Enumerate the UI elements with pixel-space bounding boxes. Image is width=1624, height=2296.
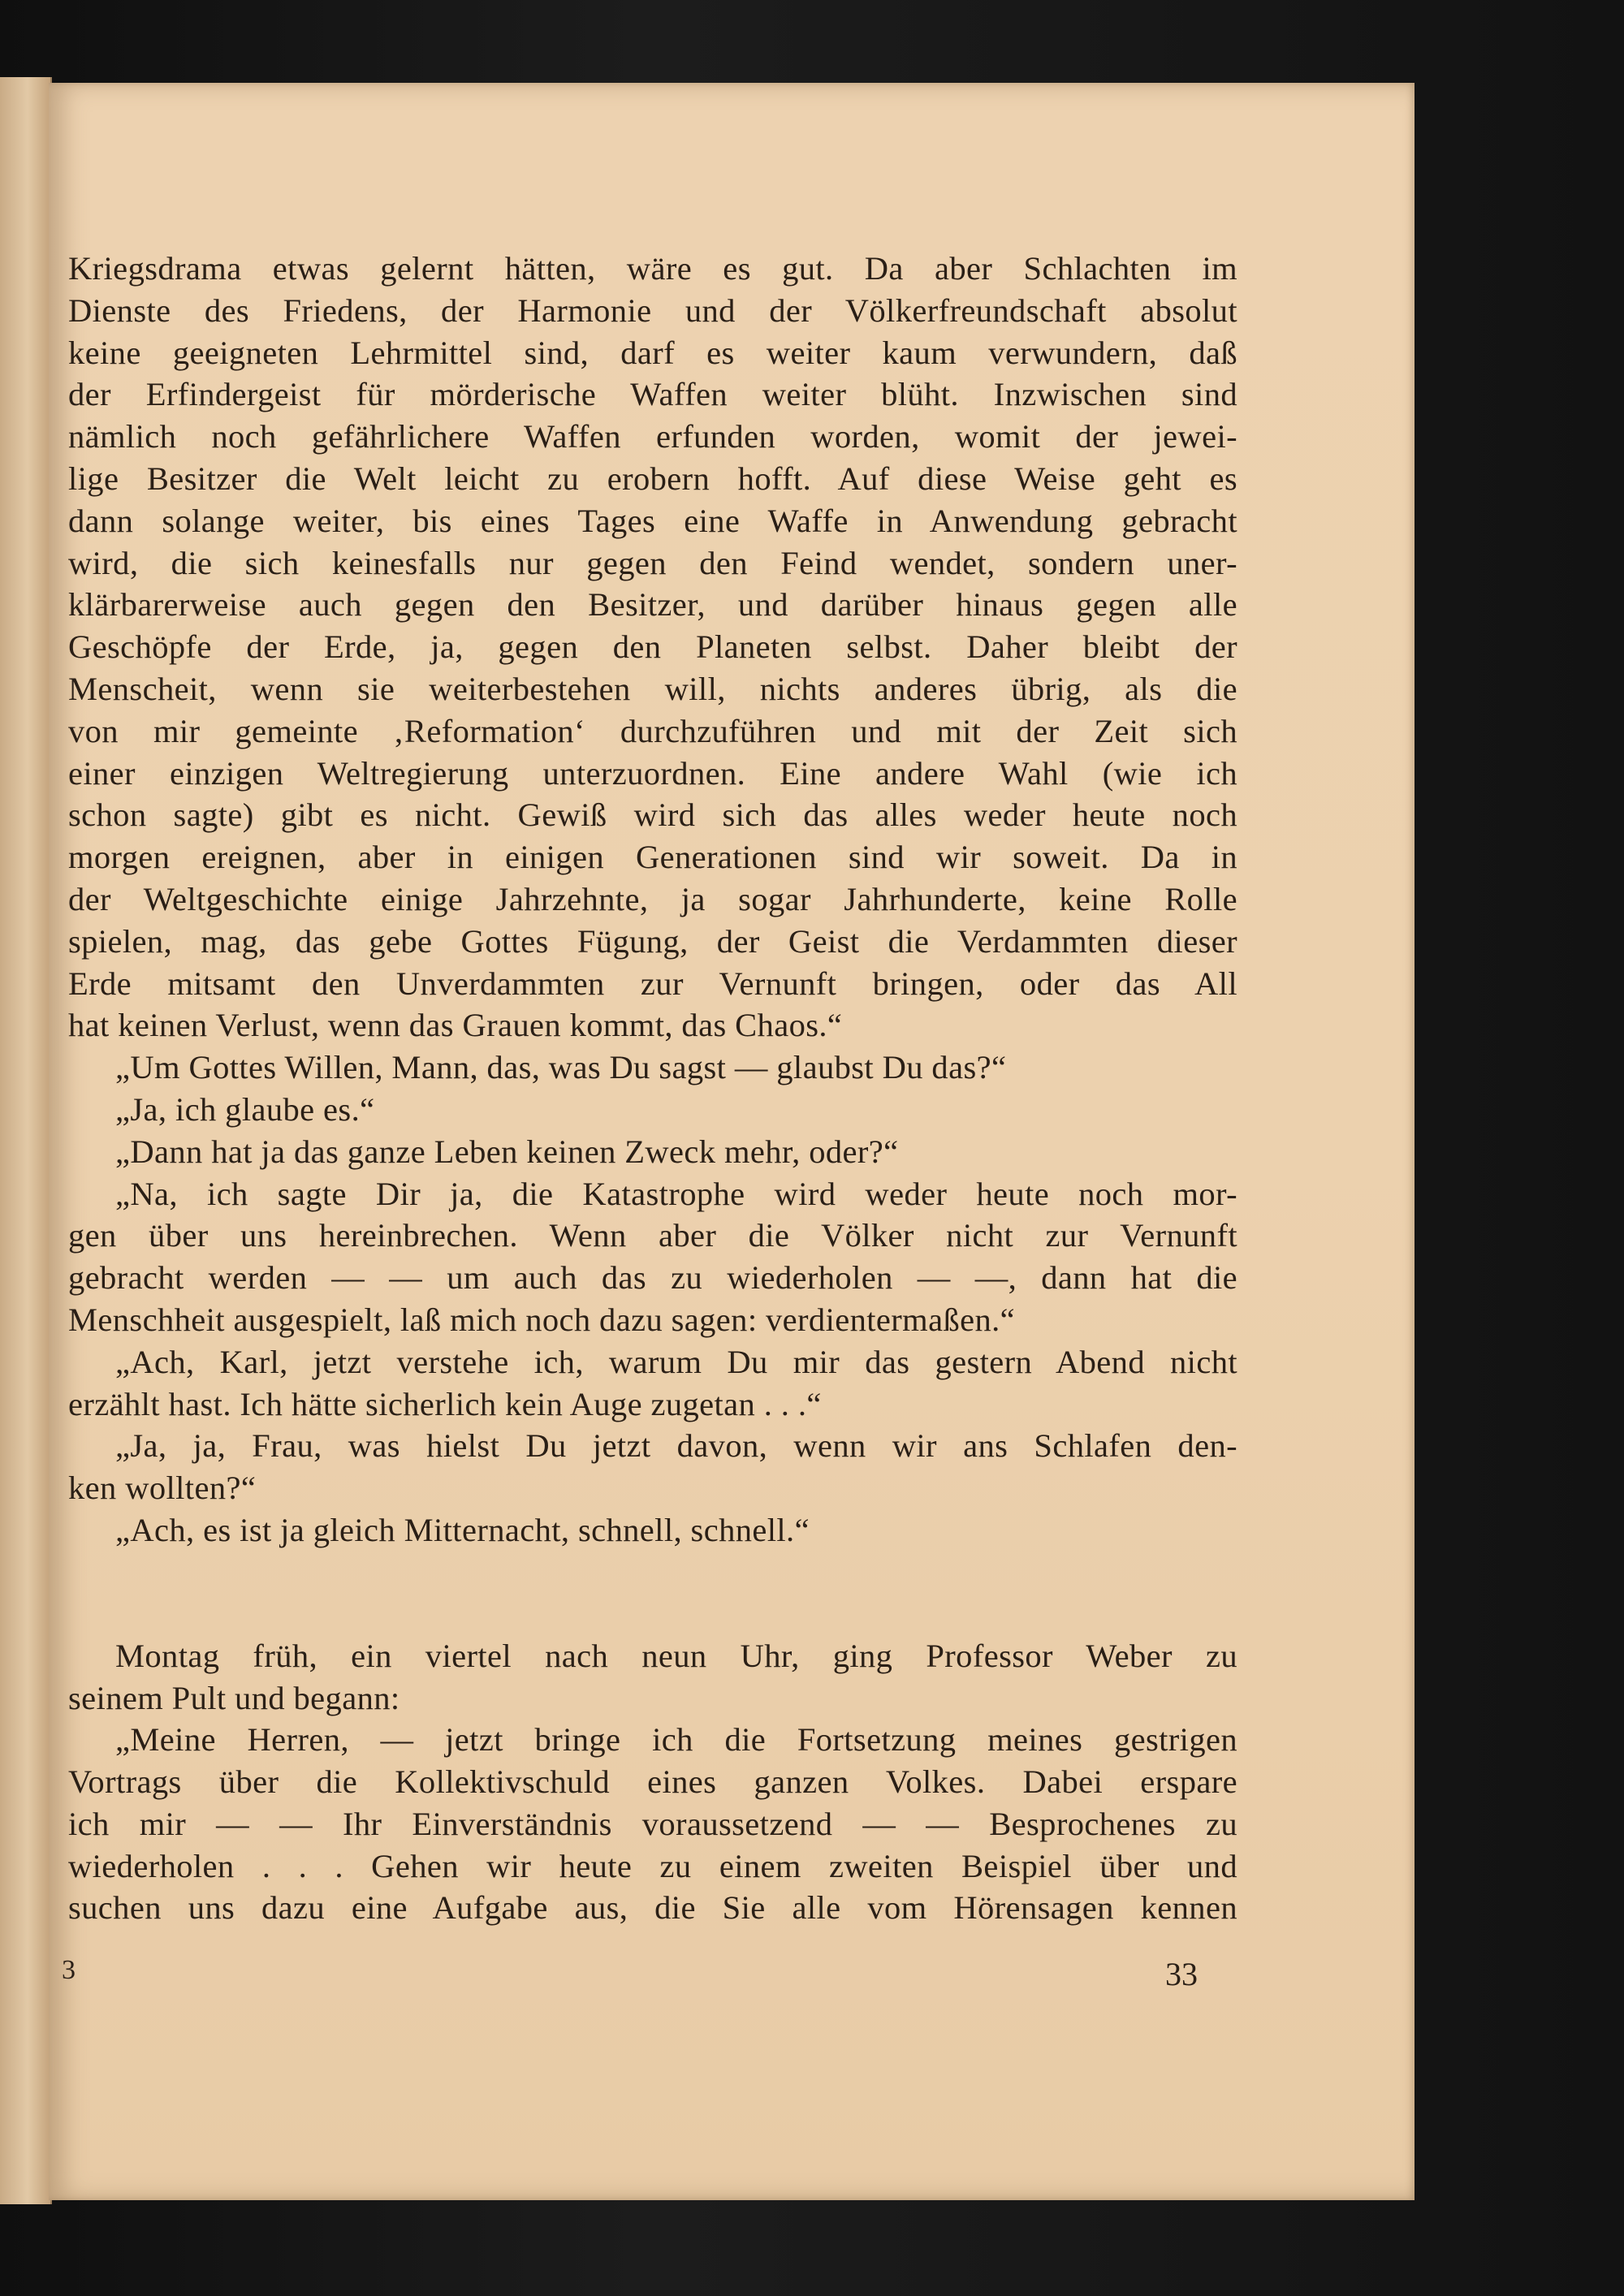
page-number: 33 — [1165, 1956, 1198, 1992]
text-line: Vortrags über die Kollektivschuld eines ganzen Volkes. Dabei erspare — [68, 1763, 1237, 1801]
dialogue-line: „Ach, es ist ja gleich Mitternacht, schnell, schnell.“ — [115, 1511, 810, 1548]
text-line: lige Besitzer die Welt leicht zu erobern hofft. Auf diese Weise geht es — [68, 460, 1237, 497]
previous-page-edge — [0, 77, 52, 2204]
text-line: schon sagte) gibt es nicht. Gewiß wird sich das alles weder heute noch — [68, 796, 1237, 834]
dialogue-line: „Ja, ich glaube es.“ — [115, 1090, 375, 1128]
text-line: Menschheit ausgespielt, laß mich noch dazu sagen: verdientermaßen.“ — [68, 1301, 1016, 1338]
text-line: seinem Pult und begann: — [68, 1679, 400, 1716]
dialogue-line: „Ja, ja, Frau, was hielst Du jetzt davon, wenn wir ans Schlafen den- — [115, 1427, 1237, 1465]
text-line: von mir gemeinte ‚Reformation‘ durchzuführen und mit der Zeit sich — [68, 712, 1237, 749]
text-line: ich mir — — Ihr Einverständnis voraussetzend — — Besprochenes zu — [68, 1805, 1237, 1842]
text-line: Erde mitsamt den Unverdammten zur Vernunft bringen, oder das All — [68, 965, 1237, 1002]
text-line: nämlich noch gefährlichere Waffen erfunden worden, womit der jewei- — [68, 418, 1237, 455]
text-line: Geschöpfe der Erde, ja, gegen den Planeten selbst. Daher bleibt der — [68, 628, 1237, 666]
text-line: ken wollten?“ — [68, 1470, 257, 1507]
text-line: Menscheit, wenn sie weiterbestehen will, nichts anderes übrig, als die — [68, 670, 1237, 707]
text-line: gen über uns hereinbrechen. Wenn aber die Völker nicht zur Vernunft — [68, 1217, 1237, 1254]
dialogue-line: „Um Gottes Willen, Mann, das, was Du sagst — glaubst Du das?“ — [115, 1049, 1007, 1086]
text-line: dann solange weiter, bis eines Tages eine Waffe in Anwendung gebracht — [68, 502, 1237, 539]
text-line: hat keinen Verlust, wenn das Grauen kommt, das Chaos.“ — [68, 1007, 843, 1044]
page-sheet — [49, 83, 1415, 2200]
text-line: Dienste des Friedens, der Harmonie und der Völkerfreundschaft absolut — [68, 291, 1237, 329]
text-line: suchen uns dazu eine Aufgabe aus, die Sie alle vom Hörensagen kennen — [68, 1889, 1237, 1927]
text-line: einer einzigen Weltregierung unterzuordnen. Eine andere Wahl (wie ich — [68, 754, 1237, 792]
signature-mark: 3 — [62, 1955, 76, 1985]
body-text — [68, 248, 1237, 1929]
text-line: spielen, mag, das gebe Gottes Fügung, der Geist die Verdammten dieser — [68, 922, 1237, 960]
text-line: morgen ereignen, aber in einigen Generationen sind wir soweit. Da in — [68, 839, 1237, 876]
section-break — [68, 1552, 1237, 1635]
text-line: der Erfindergeist für mörderische Waffen weiter blüht. Inzwischen sind — [68, 376, 1237, 413]
text-line: keine geeigneten Lehrmittel sind, darf es weiter kaum verwundern, daß — [68, 334, 1237, 371]
dialogue-line: „Meine Herren, — jetzt bringe ich die Fortsetzung meines gestrigen — [115, 1721, 1237, 1759]
text-line: Kriegsdrama etwas gelernt hätten, wäre es gut. Da aber Schlachten im — [68, 250, 1237, 287]
text-line: erzählt hast. Ich hätte sicherlich kein Auge zugetan . . .“ — [68, 1385, 822, 1422]
text-line: klärbarerweise auch gegen den Besitzer, und darüber hinaus gegen alle — [68, 586, 1237, 624]
text-line: Montag früh, ein viertel nach neun Uhr, ging Professor Weber zu — [115, 1637, 1237, 1674]
dialogue-line: „Na, ich sagte Dir ja, die Katastrophe wird weder heute noch mor- — [115, 1175, 1237, 1212]
dialogue-line: „Ach, Karl, jetzt verstehe ich, warum Du mir das gestern Abend nicht — [115, 1343, 1237, 1380]
dialogue-line: „Dann hat ja das ganze Leben keinen Zweck mehr, oder?“ — [115, 1133, 899, 1170]
text-line: der Weltgeschichte einige Jahrzehnte, ja sogar Jahrhunderte, keine Rolle — [68, 880, 1237, 917]
text-line: wird, die sich keinesfalls nur gegen den Feind wendet, sondern uner- — [68, 544, 1237, 581]
text-line: gebracht werden — — um auch das zu wiederholen — —, dann hat die — [68, 1259, 1237, 1297]
text-line: wiederholen . . . Gehen wir heute zu einem zweiten Beispiel über und — [68, 1847, 1237, 1884]
